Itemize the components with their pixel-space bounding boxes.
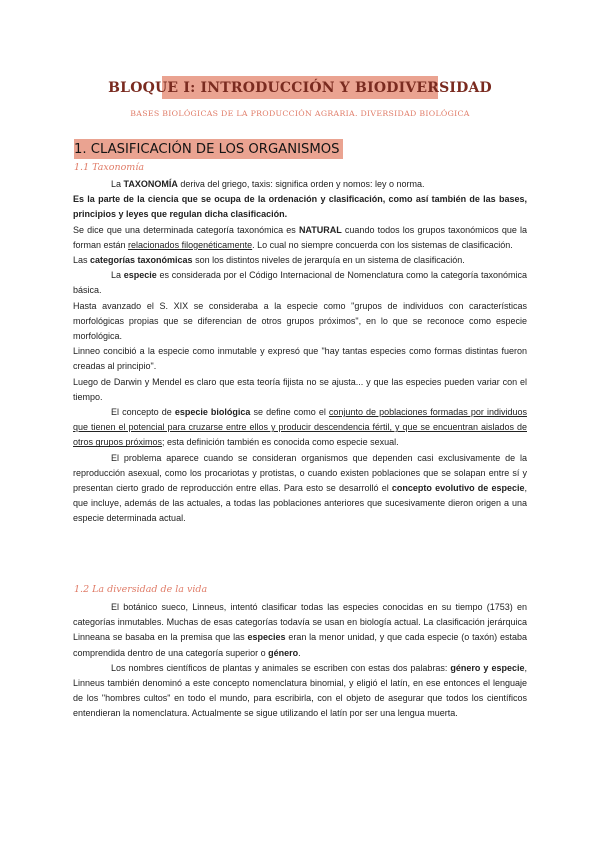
text: Se dice que una determinada categoría taxonómica es xyxy=(73,224,299,235)
bold-text: Es la parte de la ciencia que se ocupa de la ordenación y clasificación, como así también de las bases, principios y leyes que regulan dicha clasificación. xyxy=(73,194,527,220)
bold-term: género y especie xyxy=(450,662,525,673)
bold-term: NATURAL xyxy=(298,224,342,235)
subtitle: BASES BIOLÓGICAS DE LA PRODUCCIÓN AGRARIA. DIVERSIDAD BIOLÓGICA xyxy=(130,109,470,118)
underlined-text: conjunto de poblaciones formadas por individuos que tienen el potencial para cruzarse entre ellos y producir descendencia fértil, y que se encuentran aislados de otros grupos próximos xyxy=(73,407,527,448)
text: El concepto de xyxy=(111,407,175,418)
bold-term: especie biológica xyxy=(174,407,251,418)
text: se define como el xyxy=(250,407,329,418)
text: . Lo cual no siempre concuerda con los sistemas de clasificación. xyxy=(252,239,513,250)
text: , que incluye, además de las actuales, a todas las poblaciones anteriores que sucesivamente dieron origen a una especie determinada actual. xyxy=(73,483,527,524)
text: El botánico sueco, Linneus, intentó clasificar todas las especies conocidas en su tiempo (1753) en categorías inmutables. Muchas de esas categorías todavía se usan en biología actual. La clasificación jerárquica Linneana se basaba en la premisa que las xyxy=(73,602,527,643)
section-title-text: 1. CLASIFICACIÓN DE LOS ORGANISMOS xyxy=(74,141,340,157)
text: Las xyxy=(73,255,91,266)
section-title xyxy=(74,139,343,159)
text: deriva del griego, taxis: significa orden y nomos: ley o norma. xyxy=(177,179,425,189)
text: , Linneus también denominó a este concepto nomenclatura binomial, y eligió el latín, en ese entonces el lenguaje de los "hombres cultos" en todo el mundo, para escribirla, con el objeto de asegurar que todos los científicos entendieran la nomenclatura. Actualmente se sigue utilizando el latín por ser una lengua muerta. xyxy=(73,662,527,719)
main-title-text: BLOQUE I: INTRODUCCIÓN Y BIODIVERSIDAD xyxy=(108,79,492,96)
bold-term: concepto evolutivo de especie xyxy=(391,483,525,494)
text: cuando todos los grupos taxonómicos que la forman están xyxy=(73,224,528,250)
text: eran la menor unidad, y que cada especie (o taxón) estaba comprendida dentro de una categoría superior o xyxy=(73,632,527,658)
bold-term: especie xyxy=(123,270,157,281)
section-1-2-body xyxy=(73,600,527,722)
paragraph: Linneo concibió a la especie como inmutable y expresó que "hay tantas especies como formas distintas fueron creadas al principio". xyxy=(73,346,527,372)
paragraph xyxy=(73,268,527,298)
text: es considerada por el Código Internacional de Nomenclatura como la categoría taxonómica básica. xyxy=(73,270,527,296)
paragraph xyxy=(73,253,527,268)
paragraph xyxy=(73,451,527,527)
paragraph xyxy=(73,600,527,661)
text: . xyxy=(298,647,301,658)
subheading-taxonomia: 1.1 Taxonomía xyxy=(74,162,145,173)
paragraph xyxy=(73,192,527,222)
text: El problema aparece cuando se consideran organismos que dependen casi exclusivamente de la reproducción asexual, como los procariotas y protistas, o cuando existen poblaciones que se solapan entre sí y presentan cierto grado de reproducción entre ellas. Para esto se desarrolló el xyxy=(73,452,527,494)
text: Los nombres científicos de plantas y animales se escriben con estas dos palabras: xyxy=(111,662,451,673)
bold-term: especies xyxy=(247,632,286,643)
main-title xyxy=(108,76,492,99)
text: La xyxy=(111,270,124,281)
text: ; esta definición también es conocida como especie sexual. xyxy=(162,437,399,448)
paragraph xyxy=(73,223,527,253)
underlined-text: relacionados filogenéticamente xyxy=(128,239,253,250)
paragraph xyxy=(73,661,527,722)
paragraph xyxy=(73,405,527,451)
paragraph xyxy=(73,177,527,192)
bold-term: TAXONOMÍA xyxy=(123,179,178,189)
section-1-1-body xyxy=(73,177,527,527)
text: La xyxy=(111,179,124,189)
paragraph: Hasta avanzado el S. XIX se consideraba a la especie como "grupos de individuos con características morfológicas propias que se diferencian de otros grupos próximos", en lo que se reconoce como especie morfológica. xyxy=(73,300,527,342)
bold-term: categorías taxonómicas xyxy=(90,255,193,266)
bold-term: género xyxy=(268,647,299,658)
paragraph: Luego de Darwin y Mendel es claro que esta teoría fijista no se ajusta... y que las especies pueden variar con el tiempo. xyxy=(73,376,527,402)
text: son los distintos niveles de jerarquía en un sistema de clasificación. xyxy=(192,255,465,266)
subheading-diversidad: 1.2 La diversidad de la vida xyxy=(74,584,208,595)
